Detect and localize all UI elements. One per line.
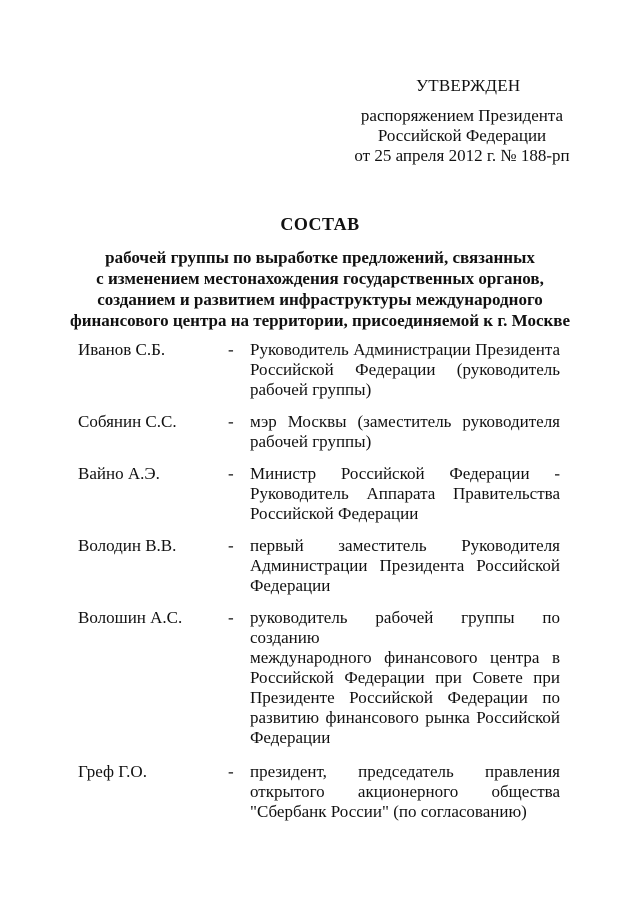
member-role-line: мэр Москвы (заместитель руководителя — [250, 412, 560, 431]
member-role-line: "Сбербанк России" (по согласованию) — [250, 802, 527, 821]
document-title: СОСТАВ — [280, 214, 360, 234]
member-dash: - — [228, 412, 234, 431]
member-name: Володин В.В. — [78, 536, 177, 555]
member-role-line: рабочей группы) — [250, 432, 372, 451]
member-role-line: международного финансового центра в — [250, 648, 560, 667]
member-row — [78, 608, 564, 748]
member-row — [78, 412, 564, 452]
member-row — [78, 536, 564, 596]
member-role-line: Российской Федерации (руководитель — [250, 360, 560, 379]
members-list — [78, 340, 564, 822]
member-name: Волошин А.С. — [78, 608, 183, 627]
member-role — [250, 762, 560, 822]
member-role-line: Федерации — [250, 728, 331, 747]
heading-subtitle-line: созданием и развитием инфраструктуры международного — [97, 290, 543, 309]
document-heading — [60, 214, 580, 331]
approval-line: Российской Федерации — [377, 126, 547, 145]
member-role-line: Министр Российской Федерации - — [250, 464, 560, 483]
member-name: Иванов С.Б. — [78, 340, 166, 359]
member-role-line: открытого акционерного общества — [250, 782, 560, 801]
approval-word: УТВЕРЖДЕН — [416, 76, 521, 95]
member-name: Собянин С.С. — [78, 412, 177, 431]
member-dash: - — [228, 762, 234, 781]
member-role — [250, 536, 560, 596]
member-role-line: рабочей группы) — [250, 380, 372, 399]
member-dash: - — [228, 536, 234, 555]
member-name: Греф Г.О. — [78, 762, 147, 781]
approval-line: от 25 апреля 2012 г. № 188-рп — [354, 146, 570, 165]
approval-line: распоряжением Президента — [360, 106, 564, 125]
member-dash: - — [228, 340, 234, 359]
member-row — [78, 340, 564, 400]
member-role-line: развитию финансового рынка Российской — [250, 708, 560, 727]
member-role — [250, 608, 560, 748]
member-role-line: первый заместитель Руководителя — [250, 536, 560, 555]
member-role-line: Руководитель Аппарата Правительства — [250, 484, 560, 503]
approval-stamp — [340, 76, 580, 166]
heading-subtitle-line: с изменением местонахождения государственных органов, — [96, 269, 544, 288]
member-role-line: Руководитель Администрации Президента — [250, 340, 560, 359]
member-row — [78, 464, 564, 524]
member-dash: - — [228, 464, 234, 483]
member-name: Вайно А.Э. — [78, 464, 160, 483]
member-role-line: Федерации — [250, 576, 331, 595]
member-role — [250, 412, 560, 452]
member-role-line: руководитель рабочей группы по созданию — [250, 608, 560, 647]
member-role-line: Российской Федерации — [250, 504, 419, 523]
member-dash: - — [228, 608, 234, 627]
member-row — [78, 762, 564, 822]
member-role-line: Российской Федерации при Совете при — [250, 668, 560, 687]
member-role-line: Администрации Президента Российской — [250, 556, 560, 575]
member-role — [250, 464, 560, 524]
member-role-line: президент, председатель правления — [250, 762, 560, 781]
heading-subtitle-line: финансового центра на территории, присоединяемой к г. Москве — [69, 311, 571, 330]
member-role — [250, 340, 560, 400]
member-role-line: Президенте Российской Федерации по — [250, 688, 560, 707]
heading-subtitle-line: рабочей группы по выработке предложений, связанных — [105, 248, 535, 267]
